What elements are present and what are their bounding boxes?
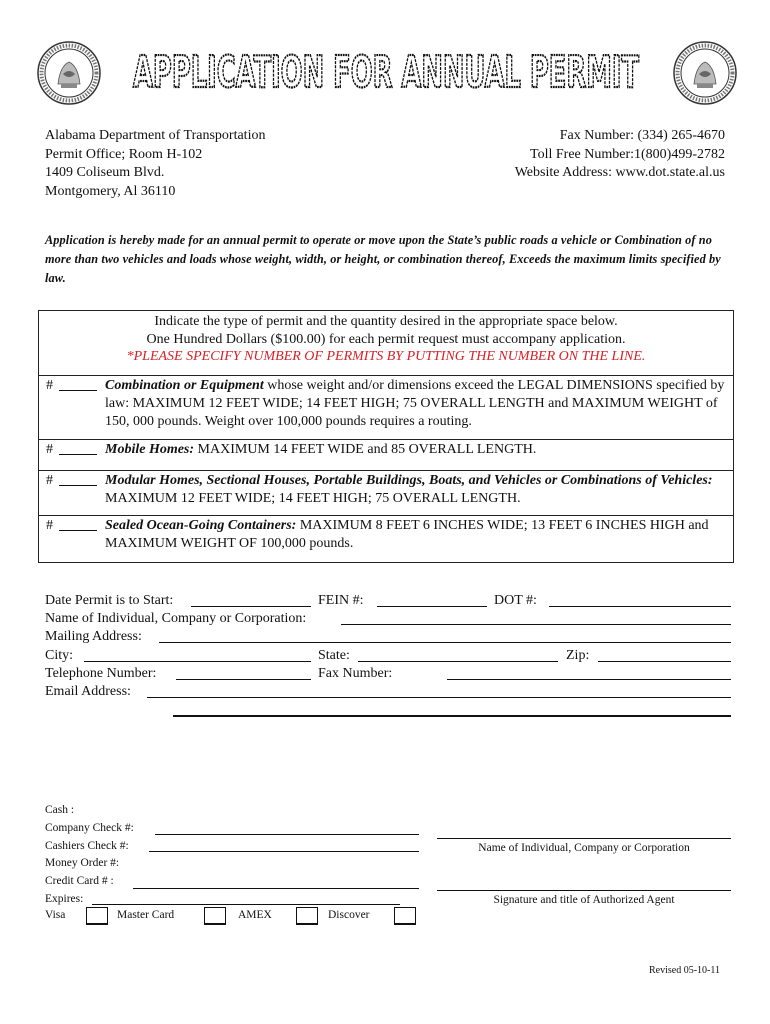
company-check-input[interactable] (155, 834, 419, 835)
authorized-agent-signature-line[interactable] (437, 890, 731, 891)
permit-description (105, 471, 733, 508)
toll-free-number: Toll Free Number:1(800)499-2782 (530, 146, 725, 162)
expires-input[interactable] (92, 904, 400, 905)
number-sign: # (46, 378, 53, 393)
page-title-text: APPLICATION FOR ANNUAL PERMIT (133, 47, 639, 98)
quantity-combination-input[interactable] (59, 390, 97, 391)
credit-card-label: Credit Card # : (45, 875, 114, 887)
discover-checkbox[interactable] (394, 907, 416, 925)
visa-label: Visa (45, 909, 66, 921)
permit-text: MAXIMUM 12 FEET WIDE; 14 FEET HIGH; 75 OVERALL LENGTH. (105, 491, 521, 506)
agency-city: Montgomery, Al 36110 (45, 183, 176, 199)
email-input[interactable] (147, 697, 731, 698)
signature-caption: Signature and title of Authorized Agent (493, 894, 675, 906)
number-sign: # (46, 518, 53, 533)
permit-description (105, 440, 733, 459)
agency-name: Alabama Department of Transportation (45, 128, 266, 143)
instruction-line-1: Indicate the type of permit and the quantity desired in the appropriate space below. (154, 314, 618, 329)
quantity-mobile-homes-input[interactable] (59, 454, 97, 455)
date-start-label: Date Permit is to Start: (45, 593, 174, 608)
alabama-seal-right-logo (672, 40, 738, 106)
permit-label: Combination or Equipment (105, 378, 264, 393)
fein-label: FEIN #: (318, 593, 364, 608)
agency-address (45, 127, 265, 201)
visa-checkbox[interactable] (86, 907, 108, 925)
alabama-seal-left-logo (36, 40, 102, 106)
fax-input[interactable] (447, 679, 731, 680)
permit-type-table (38, 310, 734, 563)
agency-street: 1409 Coliseum Blvd. (45, 165, 165, 180)
date-start-input[interactable] (191, 606, 311, 607)
permit-row-modular-homes (39, 471, 733, 516)
email-label: Email Address: (45, 684, 131, 699)
instruction-line-3: *PLEASE SPECIFY NUMBER OF PERMITS BY PUTTING THE NUMBER ON THE LINE. (126, 349, 646, 364)
website-address: Website Address: www.dot.state.al.us (514, 165, 725, 180)
page-title (128, 40, 644, 100)
permit-label: Modular Homes, Sectional Houses, Portable Buildings, Boats, and Vehicles or Combinations of Vehicles: (105, 473, 713, 488)
application-intro: Application is hereby made for an annual permit to operate or move upon the State’s public roads a vehicle or Combination of no more than two vehicles and loads whose weight, width, or height, or combination thereof, Exceeds the maximum limits specified by law. (45, 233, 721, 285)
email-continuation-line[interactable] (173, 715, 731, 717)
telephone-label: Telephone Number: (45, 666, 157, 681)
zip-label: Zip: (566, 648, 590, 663)
mastercard-label: Master Card (117, 909, 175, 921)
cash-label: Cash : (45, 804, 75, 816)
city-input[interactable] (84, 661, 311, 662)
company-name-signature-line[interactable] (437, 838, 731, 839)
cashiers-check-input[interactable] (149, 851, 419, 852)
credit-card-input[interactable] (133, 888, 419, 889)
state-input[interactable] (358, 661, 558, 662)
instruction-line-2: One Hundred Dollars ($100.00) for each permit request must accompany application. (146, 331, 626, 347)
permit-text: MAXIMUM 8 FEET 6 INCHES WIDE; 13 FEET 6 INCHES HIGH and MAXIMUM WEIGHT OF 100,000 pounds. (105, 518, 709, 551)
permit-label: Sealed Ocean-Going Containers: (105, 518, 297, 533)
permit-description (105, 516, 733, 553)
agency-office: Permit Office; Room H-102 (45, 146, 203, 162)
cashiers-check-label: Cashiers Check #: (45, 840, 129, 852)
fein-input[interactable] (377, 606, 487, 607)
state-label: State: (318, 648, 350, 663)
expires-label: Expires: (45, 893, 84, 905)
permit-row-mobile-homes (39, 440, 733, 471)
agency-contact (515, 127, 725, 183)
revision-date: Revised 05-10-11 (649, 965, 721, 976)
city-label: City: (45, 648, 74, 663)
fax-number: Fax Number: (334) 265-4670 (559, 128, 725, 143)
permit-instructions (39, 311, 733, 376)
permit-row-combination (39, 376, 733, 440)
discover-label: Discover (328, 909, 370, 921)
quantity-modular-homes-input[interactable] (59, 485, 97, 486)
permit-label: Mobile Homes: (105, 442, 195, 457)
company-name-caption: Name of Individual, Company or Corporation (478, 842, 690, 854)
dot-label: DOT #: (494, 593, 537, 608)
number-sign: # (46, 473, 53, 488)
permit-row-containers (39, 516, 733, 563)
mailing-address-label: Mailing Address: (45, 629, 142, 644)
fax-label: Fax Number: (318, 666, 393, 681)
dot-input[interactable] (549, 606, 731, 607)
zip-input[interactable] (598, 661, 731, 662)
number-sign: # (46, 442, 53, 457)
mailing-address-input[interactable] (159, 642, 731, 643)
quantity-containers-input[interactable] (59, 530, 97, 531)
company-check-label: Company Check #: (45, 822, 134, 834)
mastercard-checkbox[interactable] (204, 907, 226, 925)
amex-checkbox[interactable] (296, 907, 318, 925)
name-input[interactable] (341, 624, 731, 625)
permit-text: whose weight and/or dimensions exceed the LEGAL DIMENSIONS specified by law: MAXIMUM 12 FEET WIDE; 14 FEET HIGH; 75 OVERALL LENGTH and MAXIMUM WEIGHT of 150, 000 pounds. Weight over 100,000 pounds requires a routing. (105, 378, 725, 429)
permit-description (105, 376, 733, 431)
telephone-input[interactable] (176, 679, 311, 680)
amex-label: AMEX (238, 909, 272, 921)
money-order-label: Money Order #: (45, 857, 120, 869)
permit-text: MAXIMUM 14 FEET WIDE and 85 OVERALL LENGTH. (194, 442, 537, 457)
name-label: Name of Individual, Company or Corporation: (45, 611, 307, 626)
